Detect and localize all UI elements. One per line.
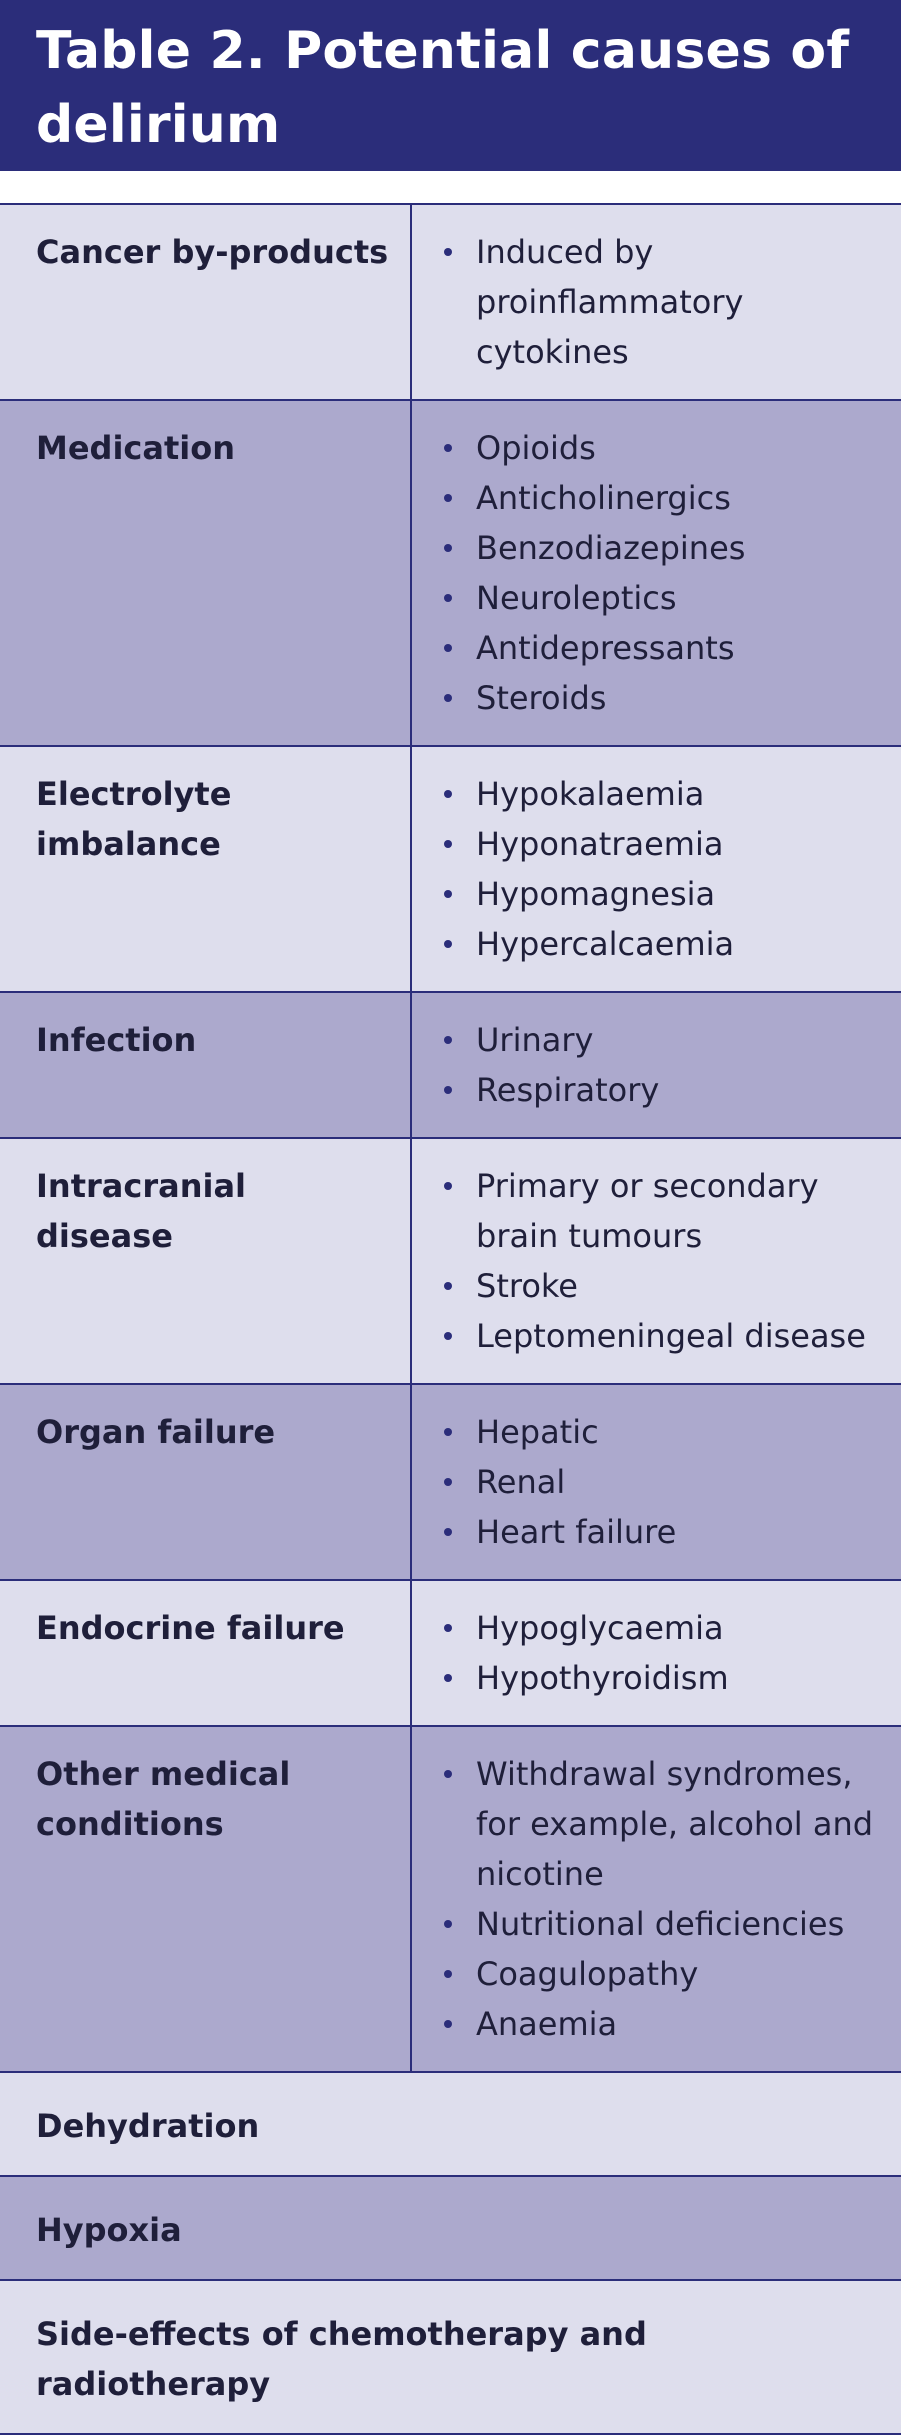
bullet-icon [444, 890, 452, 898]
bullet-icon [444, 248, 452, 256]
list-item [442, 1899, 881, 1949]
list-item [442, 1507, 881, 1557]
bullet-icon [444, 1970, 452, 1978]
table-row-dehydration [0, 2073, 901, 2177]
list-item-text: Hypercalcaemia [476, 925, 735, 963]
bullet-icon [444, 594, 452, 602]
table-row-organ-failure [0, 1385, 901, 1581]
list-item [442, 1065, 881, 1115]
list-item-text: Antidepressants [476, 629, 735, 667]
row-items [412, 401, 901, 745]
list-item-text: Nutritional deficiencies [476, 1905, 845, 1943]
row-items [412, 1385, 901, 1579]
causes-table [0, 203, 901, 2435]
list-item [442, 869, 881, 919]
row-items [412, 1727, 901, 2071]
bullet-icon [444, 494, 452, 502]
bullet-icon [444, 1674, 452, 1682]
list-item-text: Hypomagnesia [476, 875, 716, 913]
list-item-text: Heart failure [476, 1513, 677, 1551]
list-item-text: Hypokalaemia [476, 775, 705, 813]
table-row-infection [0, 993, 901, 1139]
row-label: Cancer by-products [0, 205, 412, 399]
row-label: Medication [0, 401, 412, 745]
bullet-icon [444, 1624, 452, 1632]
row-items [412, 747, 901, 991]
list-item-text: Anticholinergics [476, 479, 731, 517]
list-item [442, 473, 881, 523]
table-row-cancer-by-products [0, 205, 901, 401]
list-item-text: Withdrawal syndromes, for example, alcohol and nicotine [476, 1755, 874, 1893]
list-item-text: Coagulopathy [476, 1955, 699, 1993]
title-bar [0, 0, 901, 171]
bullet-icon [444, 694, 452, 702]
list-item [442, 1653, 881, 1703]
row-items [412, 1581, 901, 1725]
row-label: Electrolyte imbalance [0, 747, 412, 991]
list-item [442, 423, 881, 473]
list-item [442, 1999, 881, 2049]
list-item [442, 1407, 881, 1457]
list-item-text: Hyponatraemia [476, 825, 724, 863]
list-item-text: Benzodiazepines [476, 529, 746, 567]
list-item-text: Primary or secondary brain tumours [476, 1167, 819, 1255]
list-item-text: Respiratory [476, 1071, 660, 1109]
row-label: Intracranial disease [0, 1139, 412, 1383]
list-item [442, 769, 881, 819]
list-item-text: Leptomeningeal disease [476, 1317, 866, 1355]
row-label: Other medical conditions [0, 1727, 412, 2071]
row-label: Dehydration [36, 2107, 260, 2145]
bullet-icon [444, 1036, 452, 1044]
list-item-text: Hypoglycaemia [476, 1609, 724, 1647]
list-item-text: Urinary [476, 1021, 594, 1059]
table-row-medication [0, 401, 901, 747]
list-item [442, 919, 881, 969]
row-label: Infection [0, 993, 412, 1137]
bullet-icon [444, 790, 452, 798]
table-row-endocrine-failure [0, 1581, 901, 1727]
bullet-icon [444, 1528, 452, 1536]
bullet-icon [444, 840, 452, 848]
list-item [442, 1161, 881, 1261]
list-item [442, 819, 881, 869]
bullet-icon [444, 1428, 452, 1436]
row-label: Endocrine failure [0, 1581, 412, 1725]
list-item [442, 1749, 881, 1899]
bullet-icon [444, 1770, 452, 1778]
table-row-side-effects [0, 2281, 901, 2435]
list-item [442, 1261, 881, 1311]
list-item-text: Induced by proinflammatory cytokines [476, 233, 744, 371]
bullet-icon [444, 2020, 452, 2028]
list-item [442, 523, 881, 573]
list-item [442, 1603, 881, 1653]
list-item-text: Neuroleptics [476, 579, 677, 617]
list-item [442, 1015, 881, 1065]
row-items [412, 1139, 901, 1383]
table-row-electrolyte-imbalance [0, 747, 901, 993]
bullet-icon [444, 1282, 452, 1290]
table-row-hypoxia [0, 2177, 901, 2281]
bullet-icon [444, 1182, 452, 1190]
list-item [442, 227, 881, 377]
list-item [442, 1457, 881, 1507]
bullet-icon [444, 1478, 452, 1486]
table-row-other-medical-conditions [0, 1727, 901, 2073]
list-item [442, 1311, 881, 1361]
table-title: Table 2. Potential causes of delirium [36, 21, 850, 155]
bullet-icon [444, 544, 452, 552]
bullet-icon [444, 1920, 452, 1928]
row-items [412, 205, 901, 399]
list-item [442, 623, 881, 673]
bullet-icon [444, 644, 452, 652]
bullet-icon [444, 1332, 452, 1340]
list-item-text: Steroids [476, 679, 607, 717]
list-item-text: Opioids [476, 429, 596, 467]
row-label: Side-effects of chemotherapy and radiotherapy [36, 2315, 647, 2403]
list-item-text: Renal [476, 1463, 566, 1501]
bullet-icon [444, 1086, 452, 1094]
list-item-text: Anaemia [476, 2005, 618, 2043]
table-row-intracranial-disease [0, 1139, 901, 1385]
list-item [442, 573, 881, 623]
row-label: Hypoxia [36, 2211, 182, 2249]
list-item [442, 673, 881, 723]
list-item-text: Hepatic [476, 1413, 599, 1451]
bullet-icon [444, 444, 452, 452]
row-label: Organ failure [0, 1385, 412, 1579]
list-item-text: Stroke [476, 1267, 578, 1305]
list-item-text: Hypothyroidism [476, 1659, 729, 1697]
bullet-icon [444, 940, 452, 948]
row-items [412, 993, 901, 1137]
list-item [442, 1949, 881, 1999]
